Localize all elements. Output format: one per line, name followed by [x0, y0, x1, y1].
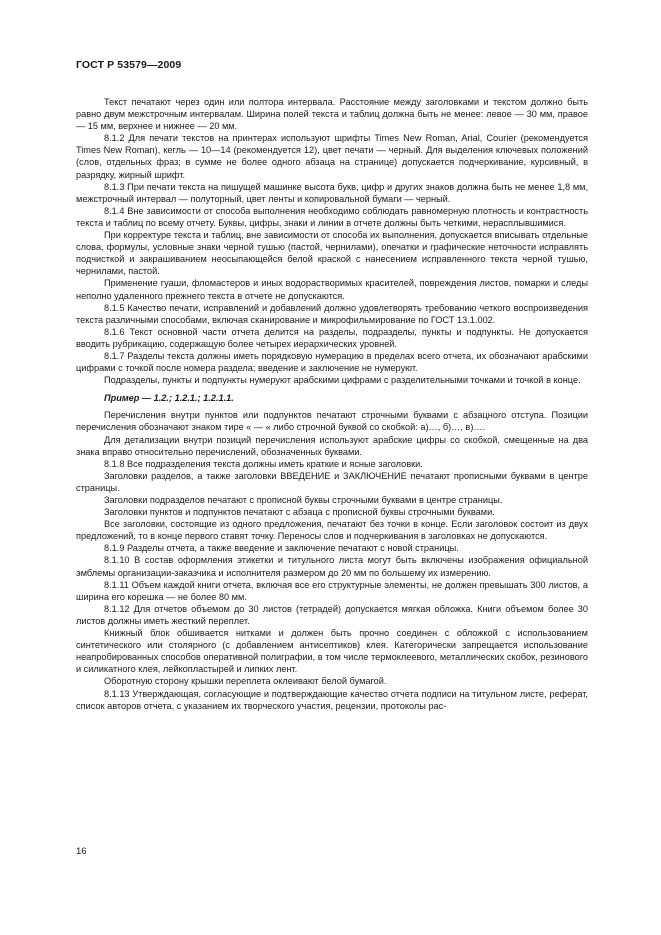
paragraph: Перечисления внутри пунктов или подпунктов печатают строчными буквами с абзацного отступа. Позиции перечисления обозначают знаком тире « — « либо строчной буквой со скобкой: а)…, б)…, в)…. [76, 410, 588, 433]
paragraph: Заголовки пунктов и подпунктов печатают с абзаца с прописной буквы строчными буквами. [104, 507, 495, 518]
paragraph: 8.1.11 Объем каждой книги отчета, включая все его структурные элементы, не должен превышать 300 листов, а ширина его корешка — не более 80 мм. [76, 579, 588, 602]
document-body [76, 96, 588, 712]
paragraph: Все заголовки, состоящие из одного предложения, печатают без точки в конце. Если заголовок состоит из двух предложений, то в конце первого ставят точку. Переносы слов и подчеркивания в заголовках не допускаются. [76, 519, 588, 542]
paragraph: При корректуре текста и таблиц, вне зависимости от способа их выполнения, допускается вписывать отдельные слова, формулы, условные знаки черной тушью (пастой, чернилами), опечатки и графические неточности исправлять подчисткой и закрашиванием неосыпающейся белой краской с нанесением исправленного текста черной тушью, чернилами, пастой. [76, 230, 588, 277]
paragraph: Для детализации внутри позиций перечисления используют арабские цифры со скобкой, смещенные на два знака вправо относительно перечислений, обозначенных буквами. [76, 434, 588, 457]
paragraph: 8.1.12 Для отчетов объемом до 30 листов (тетрадей) допускается мягкая обложка. Книги объемом более 30 листов должны иметь жесткий переплет. [76, 603, 588, 626]
paragraph: 8.1.3 При печати текста на пишущей машинке высота букв, цифр и других знаков должна быть не менее 1,8 мм, межстрочный интервал — полуторный, цвет ленты и копировальной бумаги — черный. [76, 181, 588, 204]
paragraph: 8.1.10 В состав оформления этикетки и титульного листа могут быть включены изображения официальной эмблемы организации-заказчика и исполнителя размером до 20 мм по большему их измерению. [76, 555, 588, 578]
paragraph: 8.1.8 Все подразделения текста должны иметь краткие и ясные заголовки. [104, 458, 423, 469]
document-header: ГОСТ Р 53579—2009 [76, 59, 182, 71]
page-number: 16 [76, 846, 87, 857]
paragraph: Книжный блок обшивается нитками и должен быть прочно соединен с обложкой с использованием синтетического или столярного (с добавлением антисептиков) клея. Категорически запрещается использование неапробированных способов оперативной полиграфии, в том числе термоклеевого, металлических скобок, резинового и силикатного клея, лейкопластырей и липких лент. [76, 628, 588, 675]
paragraph: Заголовки подразделов печатают с прописной буквы строчными буквами в центре страницы. [104, 495, 503, 505]
paragraph: Текст печатают через один или полтора интервала. Расстояние между заголовками и текстом должно быть равно двум межстрочным интервалам. Ширина полей текста и таблиц должна быть не менее: левое — 30 мм, правое — 15 мм, верхнее и нижнее — 20 мм. [76, 97, 588, 132]
paragraph: 8.1.9 Разделы отчета, а также введение и заключение печатают с новой страницы. [104, 543, 459, 554]
paragraph: 8.1.6 Текст основной части отчета делится на разделы, подразделы, пункты и подпункты. Не допускается вводить рубрикацию, содержащую более четырех иерархических уровней. [76, 326, 588, 349]
paragraph: Заголовки разделов, а также заголовки ВВЕДЕНИЕ и ЗАКЛЮЧЕНИЕ печатают прописными буквами в центре страницы. [76, 470, 588, 493]
paragraph: Применение гуаши, фломастеров и иных водорастворимых красителей, повреждения листов, помарки и следы неполно удаленного прежнего текста в отчете не допускаются. [76, 278, 588, 301]
paragraph: 8.1.13 Утверждающая, согласующие и подтверждающие качество отчета подписи на титульном листе, реферат, список авторов отчета, с указанием их творческого участия, рецензии, протоколы рас- [76, 688, 588, 711]
paragraph: Оборотную сторону крышки переплета оклеивают белой бумагой. [104, 676, 387, 687]
paragraph: Подразделы, пункты и подпункты нумеруют арабскими цифрами с разделительными точками и точкой в конце. [104, 375, 581, 386]
paragraph: 8.1.4 Вне зависимости от способа выполнения необходимо соблюдать равномерную плотность и контрастность текста и таблиц по всему отчету. Буквы, цифры, знаки и линии в отчете должны быть четкими, нерасплывшимися. [76, 205, 588, 228]
paragraph: 8.1.7 Разделы текста должны иметь порядковую нумерацию в пределах всего отчета, их обозначают арабскими цифрами с точкой после номера раздела; введение и заключение не нумеруют. [76, 350, 588, 374]
paragraph: 8.1.5 Качество печати, исправлений и добавлений должно удовлетворять требованию четкого воспроизведения текста различными способами, включая сканирование и микрофильмирование по ГОСТ 13.1.002. [76, 302, 588, 325]
example-line: Пример — 1.2.; 1.2.1.; 1.2.1.1. [104, 393, 234, 404]
paragraph: 8.1.2 Для печати текстов на принтерах используют шрифты Times New Roman, Arial, Courier (рекомендуется Times New Roman), кегль — 10—14 (рекомендуется 12), цвет печати — черный. Для выделения ключевых положений (слов, отдельных фраз; в сумме не более одного абзаца на странице) допускается подчеркивание, курсивный, в разрядку, жирный шрифт. [76, 133, 588, 180]
